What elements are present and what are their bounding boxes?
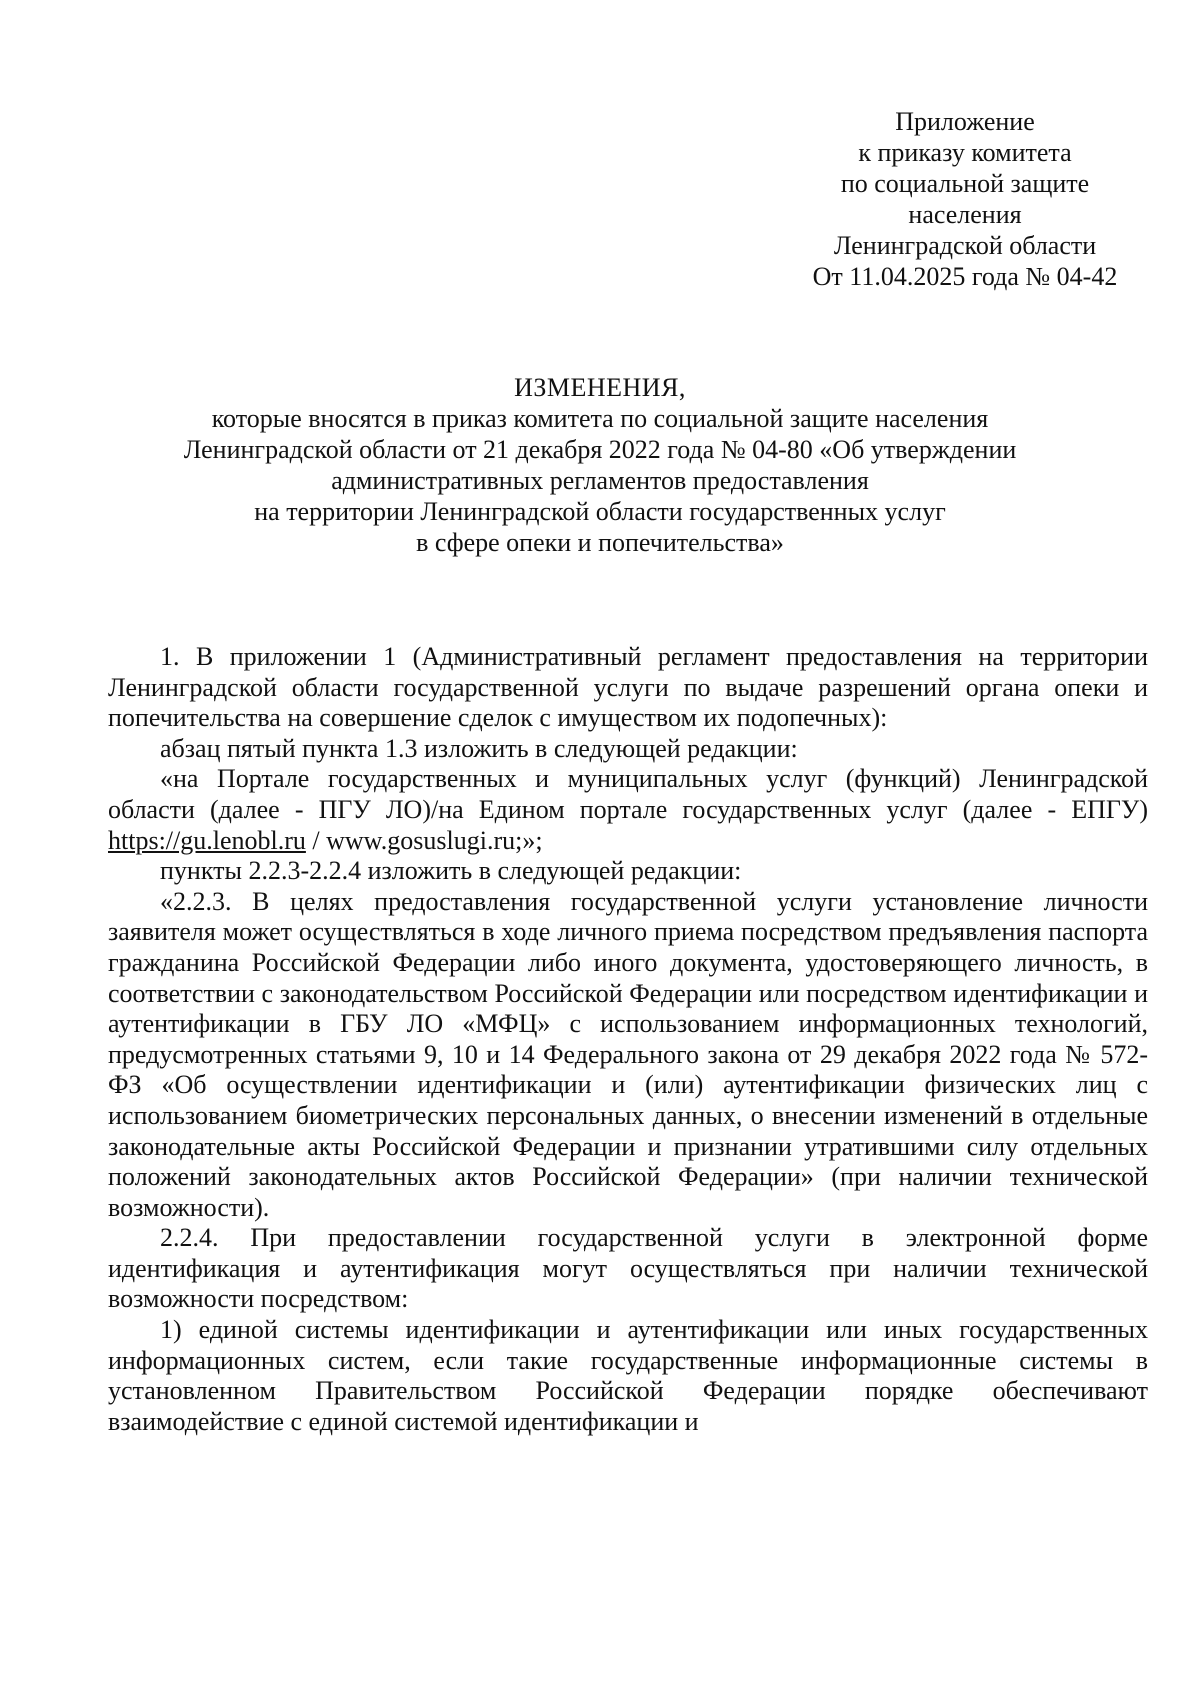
- paragraph-3: [108, 764, 1148, 856]
- appendix-region-line: Ленинградской области: [833, 231, 1097, 260]
- appendix-order-line: к приказу комитета: [858, 138, 1072, 167]
- appendix-title: Приложение: [895, 107, 1035, 136]
- appendix-date-number: От 11.04.2025 года № 04-42: [812, 262, 1118, 291]
- paragraph-4: пункты 2.2.3-2.2.4 изложить в следующей редакции:: [160, 856, 742, 886]
- heading-title: ИЗМЕНЕНИЯ,: [514, 373, 686, 402]
- heading-line-5: в сфере опеки и попечительства»: [416, 528, 784, 557]
- paragraph-3-tail: / www.gosuslugi.ru;»;: [305, 825, 543, 855]
- paragraph-7: 1) единой системы идентификации и аутентификации или иных государственных информационных систем, если такие государственные информационные системы в установленном Правительством Российской Федерации порядке обеспечивают взаимодействие с единой системой идентификации и: [108, 1315, 1148, 1436]
- document-heading: [130, 372, 1070, 558]
- heading-line-3: административных регламентов предоставления: [331, 466, 869, 495]
- heading-line-2: Ленинградской области от 21 декабря 2022 года № 04-80 «Об утверждении: [183, 435, 1017, 464]
- appendix-population-line: населения: [908, 200, 1022, 229]
- paragraph-3-text: «на Портале государственных и муниципальных услуг (функций) Ленинградской области (далее - ПГУ ЛО)/на Едином портале государственных услуг (далее - ЕПГУ): [108, 764, 1148, 824]
- heading-line-4: на территории Ленинградской области государственных услуг: [254, 497, 946, 526]
- paragraph-2: абзац пятый пункта 1.3 изложить в следующей редакции:: [160, 733, 798, 763]
- document-body: [108, 642, 1148, 1437]
- paragraph-5: «2.2.3. В целях предоставления государственной услуги установление личности заявителя может осуществляться в ходе личного приема посредством предъявления паспорта гражданина Российской Федерации либо иного документа, удостоверяющего личность, в соответствии с законодательством Российской Федерации или посредством идентификации и аутентификации в ГБУ ЛО «МФЦ» с использованием информационных технологий, предусмотренных статьями 9, 10 и 14 Федерального закона от 29 декабря 2022 года № 572-ФЗ «Об осуществлении идентификации и (или) аутентификации физических лиц с использованием биометрических персональных данных, о внесении изменений в отдельные законодательные акты Российской Федерации и признании утратившими силу отдельных положений законодательных актов Российской Федерации» (при наличии технической возможности).: [108, 886, 1148, 1222]
- appendix-committee-line: по социальной защите: [840, 169, 1090, 198]
- paragraph-1: 1. В приложении 1 (Административный регламент предоставления на территории Ленинградской области государственной услуги по выдаче разрешений органа опеки и попечительства на совершение сделок с имуществом их подопечных):: [108, 642, 1148, 733]
- heading-line-1: которые вносятся в приказ комитета по социальной защите населения: [211, 404, 989, 433]
- paragraph-6: 2.2.4. При предоставлении государственной услуги в электронной форме идентификация и аутентификация могут осуществляться при наличии технической возможности посредством:: [108, 1223, 1148, 1314]
- portal-link[interactable]: https://gu.lenobl.ru: [108, 825, 306, 855]
- appendix-block: [780, 106, 1150, 292]
